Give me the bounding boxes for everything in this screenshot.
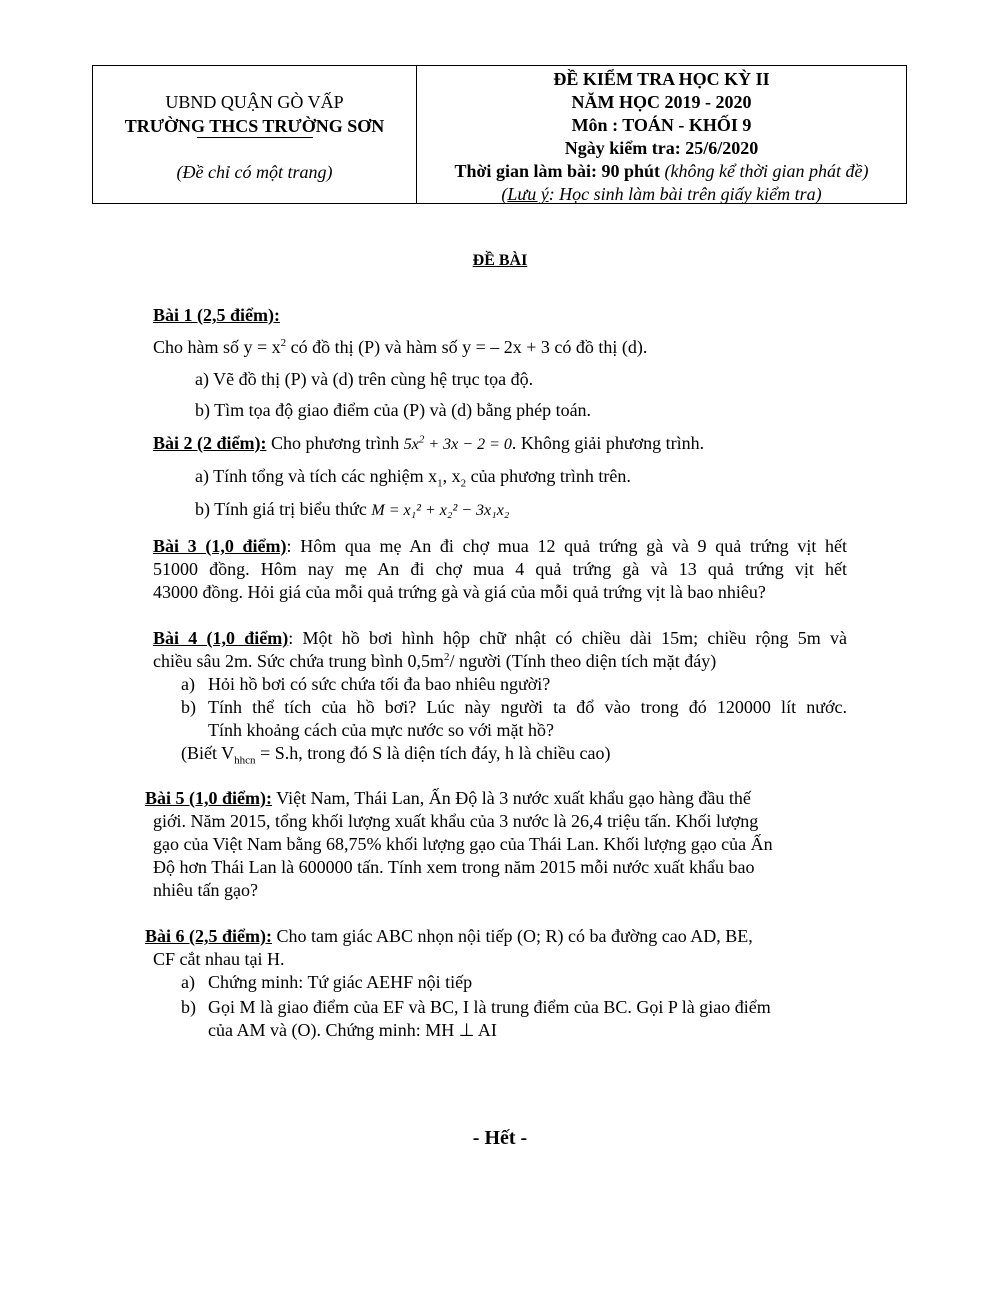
section-title: ĐỀ BÀI: [472, 252, 528, 269]
bai6-part-b1: Gọi M là giao điểm của EF và BC, I là trung điểm của BC. Gọi P là giao điểm: [208, 997, 771, 1017]
bai2-heading: Bài 2 (2 điểm):: [153, 433, 267, 453]
bai5-line5: nhiêu tấn gạo?: [153, 880, 258, 900]
bai2-a-mid: , x: [442, 466, 461, 486]
bai6-text1: Cho tam giác ABC nhọn nội tiếp (O; R) có ba đường cao AD, BE,: [271, 926, 753, 946]
bai4-note-a: (Biết V: [181, 743, 235, 763]
end-marker: - Hết -: [472, 1127, 528, 1149]
bai4-note: [181, 742, 611, 767]
bai6-line2: CF cắt nhau tại H.: [153, 949, 285, 969]
bai2-eq-b: + 3x − 2 = 0: [424, 436, 512, 453]
bai6-a-label: a): [181, 972, 195, 992]
bai6-heading: Bài 6 (2,5 điểm):: [145, 926, 272, 946]
bai1-intro-sup: 2: [280, 337, 287, 349]
time-label: Thời gian làm bài: 90 phút: [454, 161, 660, 181]
bai2-intro-b: . Không giải phương trình.: [511, 433, 705, 453]
bai1-intro-a: Cho hàm số y = x: [153, 337, 281, 357]
exam-title: ĐỀ KIỂM TRA HỌC KỲ II: [553, 69, 770, 89]
bai4-b-label: b): [181, 697, 196, 717]
bai3-line3: 43000 đồng. Hỏi giá của mỗi quả trứng gà và giá của mỗi quả trứng vịt là bao nhiêu?: [153, 582, 766, 602]
bai4-line2-b: / người (Tính theo diện tích mặt đáy): [449, 651, 717, 671]
remark-prefix: (: [501, 184, 508, 204]
bai1-part-a: a) Vẽ đồ thị (P) và (d) trên cùng hệ trục tọa độ.: [195, 369, 534, 389]
bai5-line4: Độ hơn Thái Lan là 600000 tấn. Tính xem trong năm 2015 mỗi nước xuất khẩu bao: [153, 857, 755, 877]
remark-text: : Học sinh làm bài trên giấy kiểm tra): [548, 184, 822, 204]
remark-label: Lưu ý: [507, 184, 549, 204]
bai5-line2: giới. Năm 2015, tổng khối lượng xuất khẩu của 3 nước là 26,4 triệu tấn. Khối lượng: [153, 811, 759, 831]
bai2-b-expression: M = x₁² + x₂² − 3x₁x₂: [371, 502, 510, 519]
bai6-line1: [145, 925, 753, 947]
bai2-equation: [403, 433, 512, 453]
bai2-eq-sup: 2: [418, 433, 425, 446]
bai2-a-sub2: 2: [460, 477, 467, 490]
bai1-intro: [153, 336, 647, 358]
bai3-text1: : Hôm qua mẹ An đi chợ mua 12 quả trứng gà và 9 quả trứng vịt hết: [286, 536, 847, 556]
bai4-line2: [153, 650, 716, 672]
school-year: NĂM HỌC 2019 - 2020: [571, 92, 752, 112]
bai2-a-suffix: của phương trình trên.: [466, 466, 631, 486]
bai4-line2-a: chiều sâu 2m. Sức chứa trung bình 0,5m: [153, 651, 444, 671]
exam-date: Ngày kiểm tra: 25/6/2020: [564, 138, 759, 158]
bai1-intro-b: có đồ thị (P) và hàm số y = – 2x + 3 có đồ thị (d).: [286, 337, 648, 357]
bai4-line1: [153, 627, 847, 649]
bai1-part-b: b) Tìm tọa độ giao điểm của (P) và (d) bằng phép toán.: [195, 400, 592, 420]
remark-line: [417, 183, 906, 206]
bai4-part-a: Hỏi hồ bơi có sức chứa tối đa bao nhiêu người?: [208, 674, 551, 694]
bai4-a-label: a): [181, 674, 195, 694]
bai2-eq-a: 5x: [403, 436, 419, 453]
bai6-part-b2: của AM và (O). Chứng minh: MH ⊥ AI: [208, 1020, 497, 1040]
bai4-note-sub: hhcn: [234, 754, 256, 767]
bai4-note-b: = S.h, trong đó S là diện tích đáy, h là chiều cao): [255, 743, 611, 763]
bai6-b-label: b): [181, 997, 196, 1017]
bai4-heading: Bài 4 (1,0 điểm): [153, 628, 289, 648]
bai2-b-prefix: b) Tính giá trị biểu thức: [195, 499, 372, 519]
time-note: (không kể thời gian phát đề): [664, 161, 869, 181]
bai2-part-a: [195, 465, 631, 490]
exam-header-table: [92, 65, 907, 204]
bai5-line1: [145, 787, 751, 809]
bai3-line1: [153, 535, 847, 557]
bai2-a-prefix: a) Tính tổng và tích các nghiệm x: [195, 466, 438, 486]
bai4-part-b2: Tính khoảng cách của mực nước so với mặt hồ?: [208, 720, 554, 740]
org-name: UBND QUẬN GÒ VẤP: [165, 92, 344, 112]
bai2-intro-a: Cho phương trình: [266, 433, 404, 453]
bai6-part-a: Chứng minh: Tứ giác AEHF nội tiếp: [208, 972, 473, 992]
school-name: TRƯỜNG THCS TRƯỜNG SƠN: [124, 116, 385, 136]
subject: Môn : TOÁN - KHỐI 9: [571, 115, 752, 135]
bai1-heading: Bài 1 (2,5 điểm):: [153, 305, 280, 325]
bai5-text1: Việt Nam, Thái Lan, Ấn Độ là 3 nước xuất khẩu gạo hàng đầu thế: [271, 788, 751, 808]
bai2-a-sub1: 1: [437, 477, 443, 490]
header-right-cell: [417, 66, 906, 203]
bai4-part-b1: Tính thể tích của hồ bơi? Lúc này người ta đổ vào trong đó 120000 lít nước.: [208, 697, 847, 717]
bai3-line2: 51000 đồng. Hôm nay mẹ An đi chợ mua 4 quả trứng gà và 13 quả trứng vịt hết: [153, 559, 847, 579]
page-note: (Đề chỉ có một trang): [176, 162, 333, 182]
bai2-intro: [153, 432, 704, 456]
bai5-line3: gạo của Việt Nam bằng 68,75% khối lượng gạo của Thái Lan. Khối lượng gạo của Ấn: [153, 834, 773, 854]
bai3-heading: Bài 3 (1,0 điểm): [153, 536, 287, 556]
bai4-text1: : Một hồ bơi hình hộp chữ nhật có chiều dài 15m; chiều rộng 5m và: [288, 628, 847, 648]
bai4-line2-sup: 2: [443, 651, 450, 663]
time-line: [417, 160, 906, 183]
bai5-heading: Bài 5 (1,0 điểm):: [145, 788, 272, 808]
bai2-part-b: [195, 498, 509, 522]
header-left-cell: [93, 66, 417, 203]
